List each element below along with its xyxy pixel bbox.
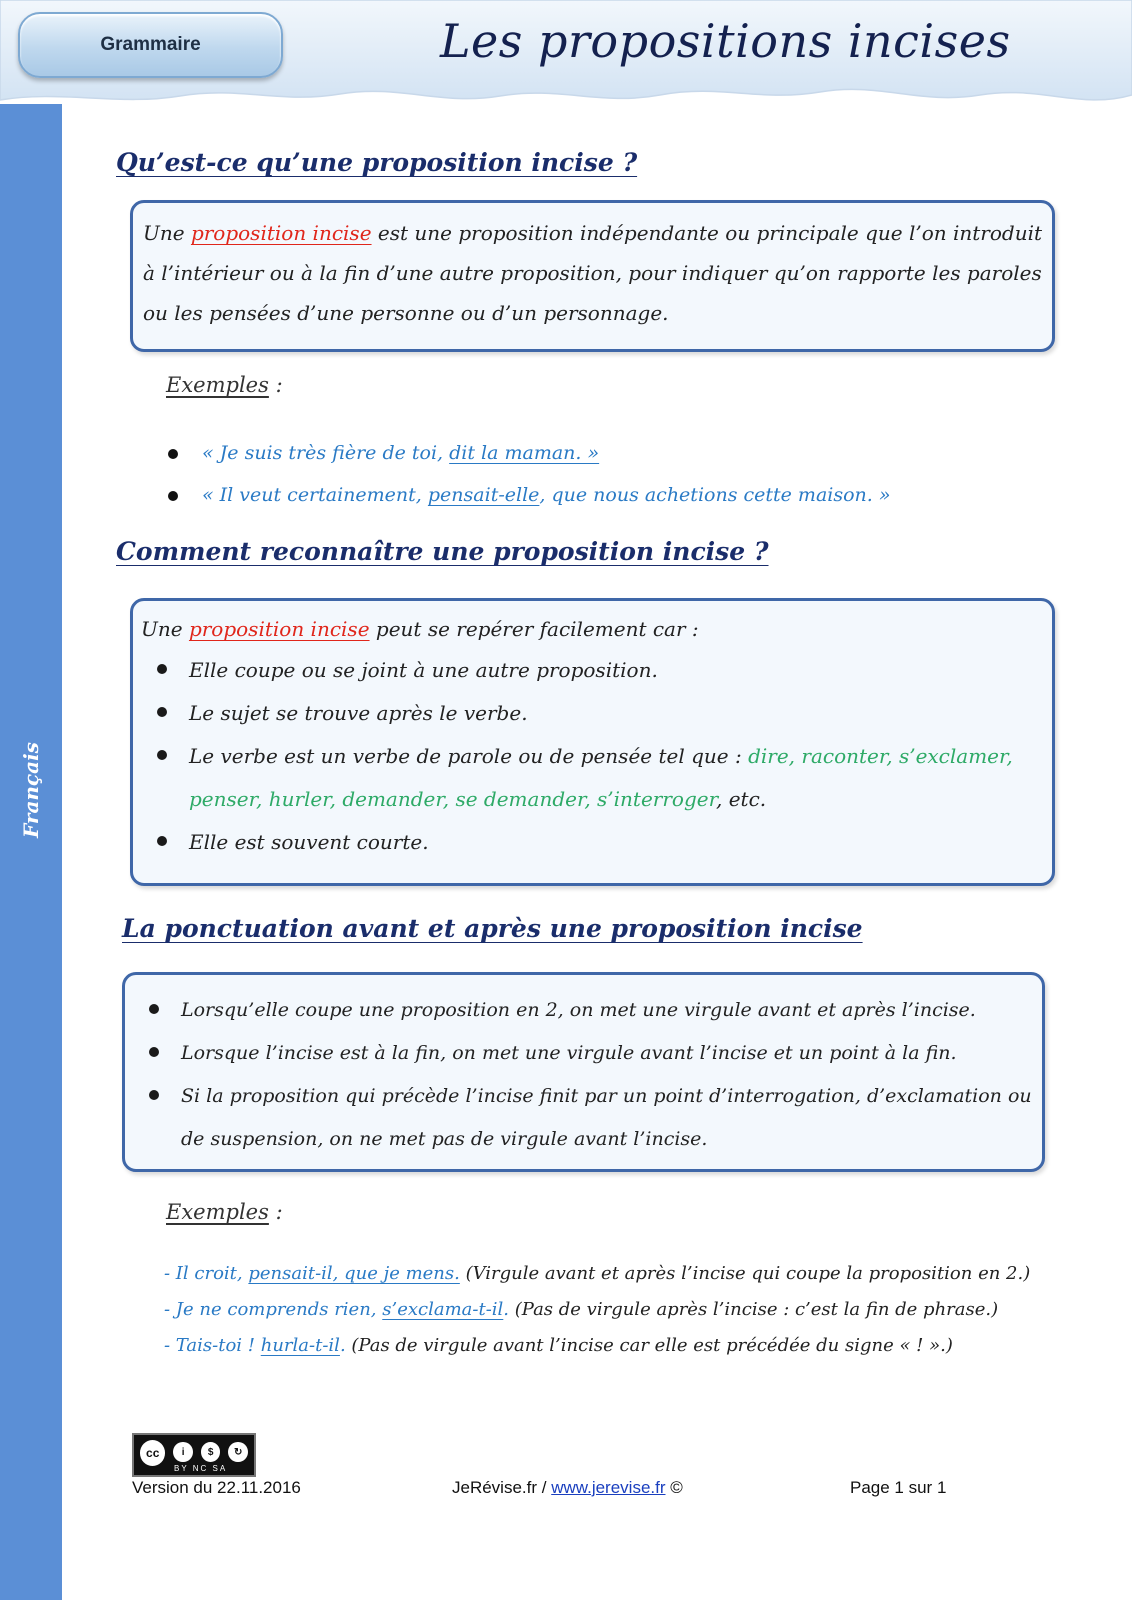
recognize-list — [141, 649, 1044, 864]
definition-text: Une proposition incise est une proposition indépendante ou principale que l’on introduit à l’intérieur ou à la fin d’une autre proposition, pour indiquer qu’on rapporte les paroles ou les pensées d’une personne ou d’un personnage. — [143, 221, 1043, 325]
list-item: Lorsque l’incise est à la fin, on met une virgule avant l’incise et un point à la fin. — [133, 1032, 1034, 1075]
list-item: Si la proposition qui précède l’incise finit par un point d’interrogation, d’exclamation ou de suspension, on ne met pas de virgule avant l’incise. — [133, 1075, 1034, 1161]
cc-icon: cc — [138, 1438, 167, 1468]
list-item: - Il croit, pensait-il, que je mens. (Virgule avant et après l’incise qui coupe la proposition en 2.) — [164, 1263, 1031, 1284]
list-item: - Tais-toi ! hurla-t-il. (Pas de virgule avant l’incise car elle est précédée du signe « ! ».) — [164, 1335, 953, 1356]
section-heading-definition: Qu’est-ce qu’une proposition incise ? — [116, 148, 638, 177]
section-heading-punctuation: La ponctuation avant et après une proposition incise — [122, 914, 863, 943]
cc-tags: BY NC SA — [174, 1464, 228, 1473]
by-icon: i — [171, 1440, 195, 1464]
sa-icon: ↻ — [226, 1440, 250, 1464]
list-item: Elle est souvent courte. — [141, 821, 1044, 864]
definition-box — [130, 200, 1055, 352]
footer-page-number: Page 1 sur 1 — [850, 1478, 947, 1497]
cc-license-logo — [132, 1433, 256, 1477]
list-item: « Il veut certainement, pensait-elle, que nous achetions cette maison. » — [168, 474, 890, 516]
example-list-1 — [168, 432, 890, 516]
list-item: Le verbe est un verbe de parole ou de pensée tel que : dire, raconter, s’exclamer, penser, hurler, demander, se demander, s’interroger, etc. — [141, 735, 1044, 821]
section-heading-recognize: Comment reconnaître une proposition incise ? — [116, 537, 769, 566]
punctuation-list — [133, 989, 1034, 1161]
side-strip — [0, 104, 62, 1600]
subject-label: Français — [19, 742, 43, 838]
punctuation-box — [122, 972, 1045, 1172]
example-list-2 — [164, 1256, 1030, 1364]
term-highlight: proposition incise — [188, 617, 370, 641]
list-item: Le sujet se trouve après le verbe. — [141, 692, 1044, 735]
footer-version: Version du 22.11.2016 — [132, 1478, 301, 1497]
verbs-list: dire, raconter, s’exclamer, penser, hurler, demander, se demander, s’interroger — [189, 744, 1013, 811]
list-item: Elle coupe ou se joint à une autre proposition. — [141, 649, 1044, 692]
term-highlight: proposition incise — [190, 221, 372, 245]
list-item: Lorsqu’elle coupe une proposition en 2, on met une virgule avant et après l’incise. — [133, 989, 1034, 1032]
exemples-label-1: Exemples : — [166, 373, 283, 397]
exemples-label-2: Exemples : — [166, 1200, 283, 1224]
list-item: - Je ne comprends rien, s’exclama-t-il. (Pas de virgule après l’incise : c’est la fin de phrase.) — [164, 1299, 999, 1320]
recognize-intro: Une proposition incise peut se repérer facilement car : — [141, 617, 699, 641]
page-title: Les propositions incises — [440, 14, 1011, 68]
footer-site: JeRévise.fr / www.jerevise.fr © — [452, 1478, 683, 1497]
recognize-box — [130, 598, 1055, 886]
site-link[interactable]: www.jerevise.fr — [551, 1478, 666, 1497]
list-item: « Je suis très fière de toi, dit la maman. » — [168, 432, 890, 474]
nc-icon: $ — [199, 1440, 223, 1464]
category-badge: Grammaire — [18, 12, 283, 78]
